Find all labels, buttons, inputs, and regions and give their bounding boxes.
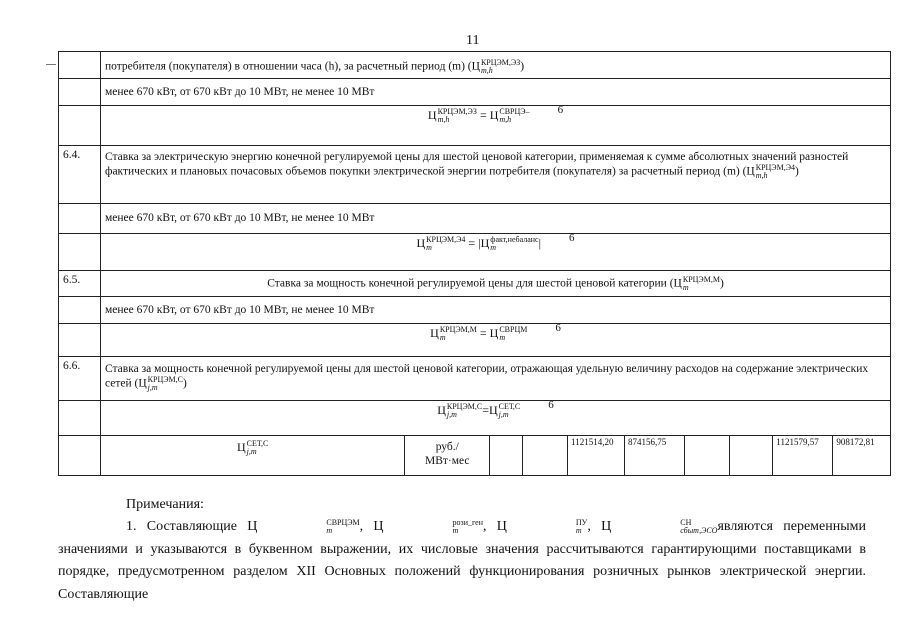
formula-sup: СВРЦЭМ — [326, 518, 360, 528]
footnote-mark: 6 — [548, 400, 554, 411]
formula-sub: m — [499, 333, 506, 343]
formula-cell — [101, 106, 891, 146]
row-text-tail: ) — [520, 60, 525, 73]
value-cell: 874156,75 — [625, 436, 685, 475]
table-row — [59, 146, 891, 204]
footnote-mark: 6 — [555, 323, 561, 334]
formula: Ц КРЦЭМ,С j,m =Ц СЕТ,С j,m — [437, 402, 521, 420]
formula-sup: КРЦЭМ,С — [147, 375, 183, 385]
formula-sub: m — [575, 526, 582, 536]
formula-sup: КРЦЭМ,М — [682, 275, 720, 284]
formula-sub: j,m — [498, 410, 509, 420]
table-row — [59, 324, 891, 357]
formula-sub: сбыт,ЭСО — [680, 526, 718, 536]
value-cell: 1121514,20 — [568, 436, 625, 475]
value-cell: 908172,81 — [836, 437, 875, 447]
table-row — [59, 297, 891, 324]
formula-sub: j,m — [246, 447, 257, 457]
power-range-text: менее 670 кВт, от 670 кВт до 10 МВт, не менее 10 МВт — [105, 304, 375, 316]
values-cell — [101, 436, 891, 476]
formula-sub: j,m — [147, 383, 158, 393]
value-cell — [685, 436, 730, 475]
row-number-cell — [59, 297, 101, 324]
row-text: Ставка за мощность конечной регулируемой цены для шестой ценовой категории (Ц — [267, 277, 682, 290]
formula-cell — [101, 401, 891, 436]
value-cell — [490, 436, 523, 475]
row-number: 6.4. — [59, 146, 101, 204]
formula-sub: m,h — [499, 115, 512, 125]
formula-sup: ПУ — [575, 518, 588, 528]
formula-cell — [101, 234, 891, 271]
row-text-tail: ) — [182, 378, 187, 391]
power-range-text: менее 670 кВт, от 670 кВт до 10 МВт, не менее 10 МВт — [105, 86, 375, 98]
formula-sub: m — [439, 333, 446, 343]
formula-cell — [101, 324, 891, 357]
notes-text: являются переменными значениями и указываются в буквенном выражении, их числовые значения рассчитываются гарантирующими поставщиками в порядке, предусмотренном разделом XII Основных положений функционирования розничных рынков электрической энергии. Составляющие — [58, 519, 866, 602]
value-cell — [729, 436, 773, 475]
row-text-cell — [101, 271, 891, 297]
formula-sub: m,h — [480, 66, 493, 75]
formula-sup: СВРЦМ — [499, 325, 528, 335]
row-number-cell — [59, 401, 101, 436]
row-number-cell — [59, 204, 101, 234]
row-number: 6.5. — [59, 271, 101, 297]
rate-label-cell: Ц СЕТ,С j,m — [101, 436, 405, 475]
row-number-cell — [59, 79, 101, 106]
row-number-cell — [59, 436, 101, 476]
row-text-cell — [101, 79, 891, 106]
table-row — [59, 436, 891, 476]
table-row — [59, 79, 891, 106]
table-row — [59, 401, 891, 436]
row-number-cell — [59, 234, 101, 271]
formula-sup: СЕТ,С — [498, 402, 521, 412]
table-row — [59, 234, 891, 271]
row-text: Ставка за мощность конечной регулируемой цены для шестой ценовой категории, отражающая удельную величину расходов на содержание электрических сетей (Ц — [105, 363, 869, 391]
notes-section — [58, 494, 866, 606]
formula-sup: СН — [680, 518, 692, 528]
notes-text: 1. Составляющие Ц — [126, 519, 258, 535]
page-number: 11 — [466, 33, 480, 48]
tariff-table — [58, 51, 891, 476]
table-row — [59, 106, 891, 146]
row-text: Ставка за электрическую энергию конечной регулируемой цены для шестой ценовой категории, применяемая к сумме абсолютных значений разностей фактических и плановых почасовых объемов покупки электрической энергии потребителя (покупателя) за расчетный период (m) (Ц — [105, 151, 849, 179]
row-number-cell — [59, 324, 101, 357]
row-number: 6.6. — [59, 357, 101, 401]
formula-sub: m — [452, 526, 459, 536]
formula-sup: КРЦЭМ,С — [446, 402, 483, 412]
table-row — [59, 357, 891, 401]
row-text-tail: ) — [794, 166, 799, 179]
table-row — [59, 52, 891, 79]
row-number-cell — [59, 52, 101, 79]
row-text-cell — [101, 357, 891, 401]
footnote-mark: 6 — [557, 105, 564, 116]
values-table — [101, 436, 890, 475]
formula-sub: j,m — [446, 410, 457, 420]
notes-paragraph: 1. Составляющие Ц СВРЦЭМ m , Ц рози_ген m , Ц ПУ m , Ц СН сбыт,ЭСО являются переменными значениями и указываются в буквенном выражении, их числовые значения рассчитываются гарантирующими поставщиками в порядке, предусмотренном разделом XII Основных положений функционирования розничных рынков электрической энергии. Составляющие — [58, 518, 866, 602]
formula-sub: m,h — [755, 171, 768, 181]
table-row — [59, 271, 891, 297]
formula-sub: m,h — [437, 115, 450, 125]
formula-sub: m — [326, 526, 333, 536]
formula-sub: m — [426, 243, 432, 253]
row-text-cell — [101, 204, 891, 234]
formula: Ц КРЦЭМ,М m = Ц СВРЦМ m — [430, 325, 528, 343]
formula-sub: m — [490, 243, 497, 253]
formula: Ц КРЦЭМ,ЭЗ m,h = Ц СВРЦЭ– m,h — [427, 107, 530, 125]
power-range-text: менее 670 кВт, от 670 кВт до 10 МВт, не менее 10 МВт — [105, 212, 375, 224]
row-text: потребителя (покупателя) в отношении часа (h), за расчетный период (m) (Ц — [105, 60, 480, 73]
formula-sup: КРЦЭМ,М — [439, 325, 477, 335]
row-text-cell — [101, 146, 891, 204]
margin-mark — [46, 64, 56, 65]
table-row — [59, 204, 891, 234]
formula: Ц КРЦЭМ,Э4 m = |Ц факт,небаланс m | — [416, 235, 541, 253]
row-text-cell — [101, 52, 891, 79]
formula-sup: рози_ген — [452, 518, 483, 528]
formula-sup: КРЦЭМ,ЭЗ — [480, 58, 521, 67]
formula-sup: КРЦЭМ,Э4 — [755, 163, 795, 173]
formula-sup: КРЦЭМ,Э4 — [426, 235, 466, 245]
row-text-tail: ) — [719, 277, 724, 290]
formula-sup: факт,небаланс — [490, 235, 539, 245]
footnote-mark: 6 — [568, 233, 575, 244]
formula-sup: КРЦЭМ,ЭЗ — [437, 107, 477, 117]
unit-cell: руб./ МВт·мес — [405, 436, 490, 475]
value-cell — [523, 436, 568, 475]
notes-title: Примечания: — [126, 497, 204, 512]
row-text-cell — [101, 297, 891, 324]
formula-sup: СВРЦЭ– — [499, 107, 530, 117]
row-number-cell — [59, 106, 101, 146]
formula-sub: m — [682, 283, 689, 292]
value-cell: 1121579,57 — [773, 436, 833, 475]
formula-sup: СЕТ,С — [246, 439, 269, 449]
